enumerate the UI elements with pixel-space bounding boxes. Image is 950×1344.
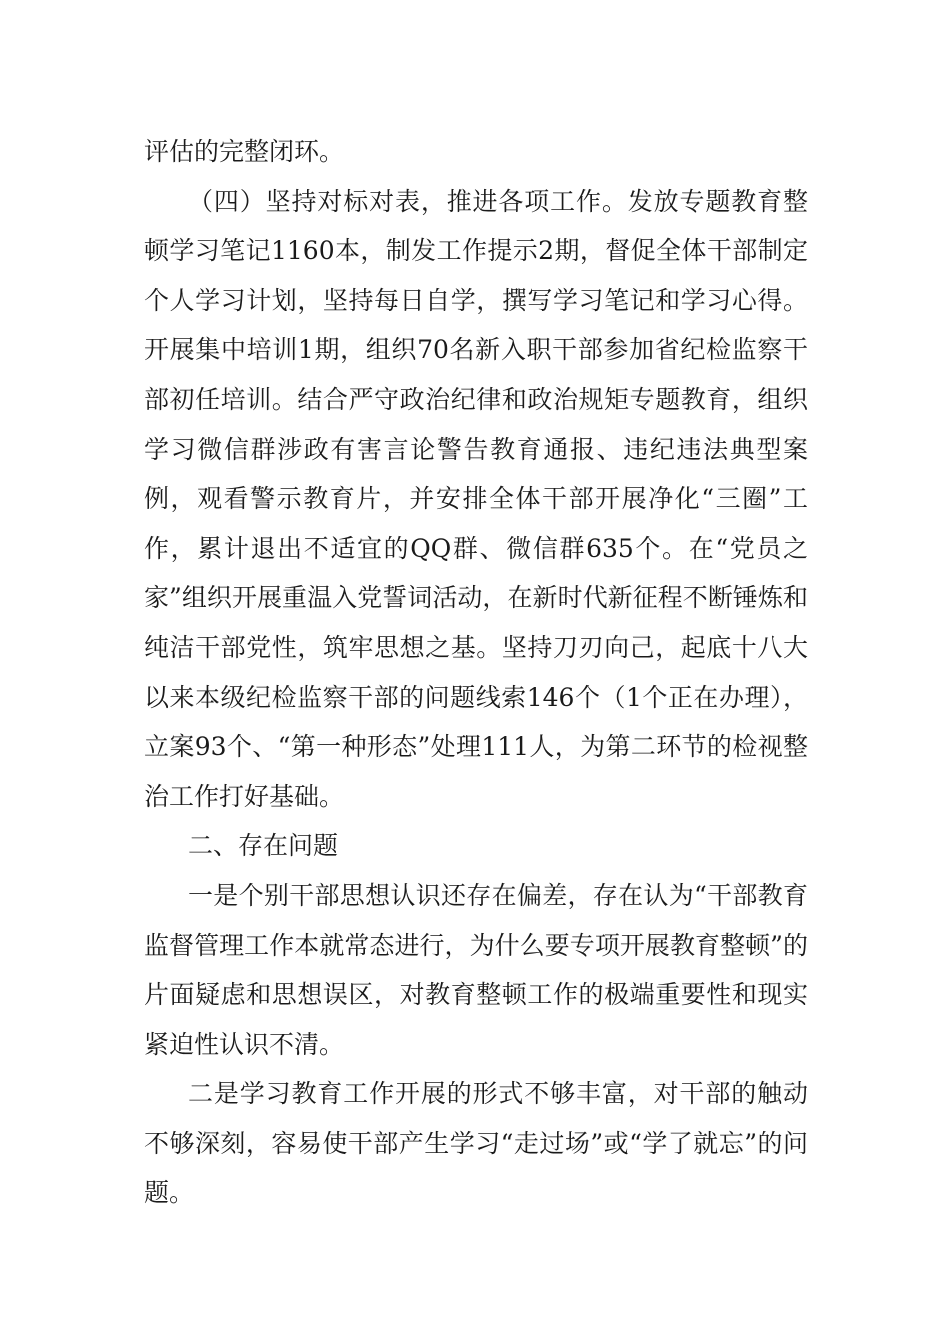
paragraph-continuation: 评估的完整闭环。 — [144, 137, 345, 166]
paragraph-problem-two: 二是学习教育工作开展的形式不够丰富，对干部的触动不够深刻，容易使干部产生学习“走过场”或“学了就忘”的问题。 — [144, 1079, 808, 1208]
section-heading-problems: 二、存在问题 — [188, 831, 339, 861]
document-body — [144, 127, 808, 1218]
paragraph-section-four: （四）坚持对标对表，推进各项工作。发放专题教育整顿学习笔记1160本，制发工作提示2期，督促全体干部制定个人学习计划，坚持每日自学，撰写学习笔记和学习心得。开展集中培训1期，组织70名新入职干部参加省纪检监察干部初任培训。结合严守政治纪律和政治规矩专题教育，组织学习微信群涉政有害言论警告教育通报、违纪违法典型案例，观看警示教育片，并安排全体干部开展净化“三圈”工作，累计退出不适宜的QQ群、微信群635个。在“党员之家”组织开展重温入党誓词活动，在新时代新征程不断锤炼和纯洁干部党性，筑牢思想之基。坚持刀刃向己，起底十八大以来本级纪检监察干部的问题线索146个（1个正在办理），立案93个、“第一种形态”处理111人，为第二环节的检视整治工作打好基础。 — [144, 186, 808, 811]
paragraph-problem-one: 一是个别干部思想认识还存在偏差，存在认为“干部教育监督管理工作本就常态进行，为什么要专项开展教育整顿”的片面疑虑和思想误区，对教育整顿工作的极端重要性和现实紧迫性认识不清。 — [144, 880, 808, 1059]
